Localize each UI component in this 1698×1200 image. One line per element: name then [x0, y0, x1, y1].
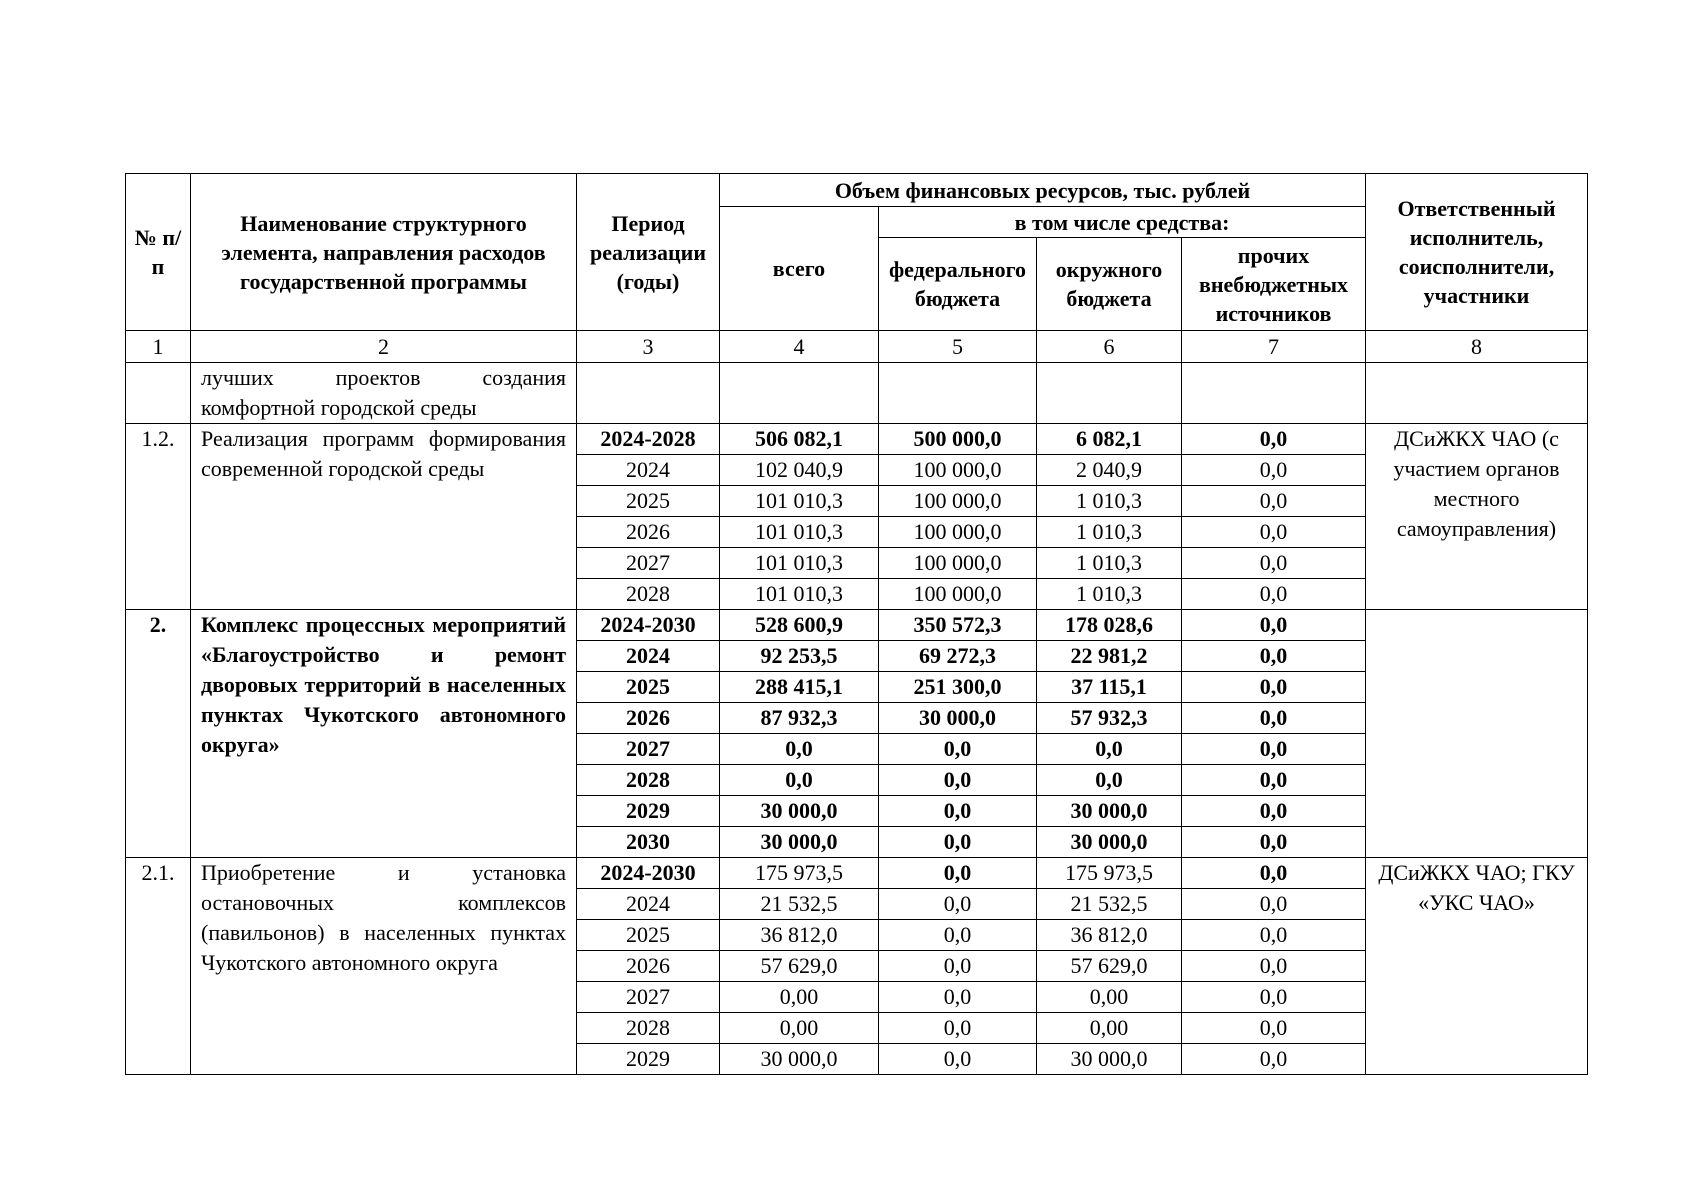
period-cell: 2025 — [577, 486, 720, 517]
district-cell: 57 932,3 — [1037, 703, 1182, 734]
total-cell: 30 000,0 — [720, 827, 879, 858]
total-cell: 175 973,5 — [720, 858, 879, 889]
other-cell: 0,0 — [1182, 1013, 1366, 1044]
federal-cell: 0,0 — [879, 858, 1037, 889]
other-cell: 0,0 — [1182, 951, 1366, 982]
header-federal: федерального бюджета — [879, 238, 1037, 331]
federal-cell: 100 000,0 — [879, 517, 1037, 548]
other-cell: 0,0 — [1182, 517, 1366, 548]
col-number: 8 — [1366, 331, 1588, 363]
federal-cell: 100 000,0 — [879, 455, 1037, 486]
other-cell: 0,0 — [1182, 579, 1366, 610]
district-cell: 30 000,0 — [1037, 1044, 1182, 1075]
section-name: Реализация программ формирования современной городской среды — [191, 424, 577, 610]
total-cell: 21 532,5 — [720, 889, 879, 920]
total-cell: 506 082,1 — [720, 424, 879, 455]
continuation-name: лучших проектов создания комфортной городской среды — [191, 363, 577, 424]
period-cell: 2024 — [577, 455, 720, 486]
period-cell: 2025 — [577, 672, 720, 703]
other-cell: 0,0 — [1182, 889, 1366, 920]
total-cell: 101 010,3 — [720, 579, 879, 610]
empty-cell — [879, 363, 1037, 424]
district-cell: 22 981,2 — [1037, 641, 1182, 672]
section-code: 2. — [126, 610, 191, 858]
period-cell: 2026 — [577, 951, 720, 982]
period-cell: 2027 — [577, 548, 720, 579]
other-cell: 0,0 — [1182, 982, 1366, 1013]
federal-cell: 350 572,3 — [879, 610, 1037, 641]
section-name: Комплекс процессных мероприятий «Благоустройство и ремонт дворовых территорий в населенных пунктах Чукотского автономного округа» — [191, 610, 577, 858]
period-cell: 2028 — [577, 1013, 720, 1044]
other-cell: 0,0 — [1182, 858, 1366, 889]
section-code: 1.2. — [126, 424, 191, 610]
district-cell: 1 010,3 — [1037, 486, 1182, 517]
other-cell: 0,0 — [1182, 734, 1366, 765]
period-cell: 2024-2028 — [577, 424, 720, 455]
col-number: 5 — [879, 331, 1037, 363]
federal-cell: 0,0 — [879, 827, 1037, 858]
empty-cell — [720, 363, 879, 424]
total-cell: 528 600,9 — [720, 610, 879, 641]
federal-cell: 0,0 — [879, 920, 1037, 951]
responsible-cell: ДСиЖКХ ЧАО (с участием органов местного самоуправления) — [1366, 424, 1588, 610]
period-cell: 2028 — [577, 765, 720, 796]
header-volume: Объем финансовых ресурсов, тыс. рублей — [720, 174, 1366, 207]
section-name: Приобретение и установка остановочных комплексов (павильонов) в населенных пунктах Чукотского автономного округа — [191, 858, 577, 1075]
district-cell: 0,0 — [1037, 765, 1182, 796]
federal-cell: 100 000,0 — [879, 548, 1037, 579]
header-responsible: Ответственный исполнитель, соисполнители, участники — [1366, 174, 1588, 331]
district-cell: 0,0 — [1037, 734, 1182, 765]
empty-cell — [1037, 363, 1182, 424]
period-cell: 2025 — [577, 920, 720, 951]
empty-cell — [1366, 363, 1588, 424]
period-cell: 2024-2030 — [577, 610, 720, 641]
table-row — [126, 424, 1588, 455]
other-cell: 0,0 — [1182, 920, 1366, 951]
column-number-row — [126, 331, 1588, 363]
district-cell: 21 532,5 — [1037, 889, 1182, 920]
federal-cell: 0,0 — [879, 765, 1037, 796]
total-cell: 36 812,0 — [720, 920, 879, 951]
other-cell: 0,0 — [1182, 486, 1366, 517]
federal-cell: 0,0 — [879, 951, 1037, 982]
other-cell: 0,0 — [1182, 424, 1366, 455]
federal-cell: 0,0 — [879, 1044, 1037, 1075]
total-cell: 102 040,9 — [720, 455, 879, 486]
total-cell: 0,0 — [720, 734, 879, 765]
col-number: 4 — [720, 331, 879, 363]
continuation-row — [126, 363, 1588, 424]
col-number: 2 — [191, 331, 577, 363]
header-district: окружного бюджета — [1037, 238, 1182, 331]
continuation-code-cell — [126, 363, 191, 424]
period-cell: 2026 — [577, 703, 720, 734]
other-cell: 0,0 — [1182, 610, 1366, 641]
other-cell: 0,0 — [1182, 548, 1366, 579]
header-num: № п/п — [126, 174, 191, 331]
header-name: Наименование структурного элемента, направления расходов государственной программы — [191, 174, 577, 331]
other-cell: 0,0 — [1182, 641, 1366, 672]
other-cell: 0,0 — [1182, 827, 1366, 858]
header-period: Период реализации (годы) — [577, 174, 720, 331]
total-cell: 288 415,1 — [720, 672, 879, 703]
other-cell: 0,0 — [1182, 672, 1366, 703]
period-cell: 2026 — [577, 517, 720, 548]
total-cell: 57 629,0 — [720, 951, 879, 982]
federal-cell: 500 000,0 — [879, 424, 1037, 455]
total-cell: 0,00 — [720, 982, 879, 1013]
other-cell: 0,0 — [1182, 1044, 1366, 1075]
total-cell: 101 010,3 — [720, 517, 879, 548]
period-cell: 2027 — [577, 982, 720, 1013]
federal-cell: 0,0 — [879, 734, 1037, 765]
empty-cell — [1182, 363, 1366, 424]
col-number: 1 — [126, 331, 191, 363]
other-cell: 0,0 — [1182, 796, 1366, 827]
total-cell: 30 000,0 — [720, 796, 879, 827]
district-cell: 37 115,1 — [1037, 672, 1182, 703]
header-other: прочих внебюджетных источников — [1182, 238, 1366, 331]
federal-cell: 251 300,0 — [879, 672, 1037, 703]
total-cell: 0,00 — [720, 1013, 879, 1044]
federal-cell: 0,0 — [879, 1013, 1037, 1044]
district-cell: 30 000,0 — [1037, 827, 1182, 858]
total-cell: 30 000,0 — [720, 1044, 879, 1075]
federal-cell: 0,0 — [879, 889, 1037, 920]
section-code: 2.1. — [126, 858, 191, 1075]
col-number: 3 — [577, 331, 720, 363]
col-number: 7 — [1182, 331, 1366, 363]
federal-cell: 69 272,3 — [879, 641, 1037, 672]
total-cell: 92 253,5 — [720, 641, 879, 672]
header-total: всего — [720, 207, 879, 331]
federal-cell: 100 000,0 — [879, 486, 1037, 517]
period-cell: 2029 — [577, 796, 720, 827]
col-number: 6 — [1037, 331, 1182, 363]
header-including: в том числе средства: — [879, 207, 1366, 238]
federal-cell: 0,0 — [879, 982, 1037, 1013]
period-cell: 2024-2030 — [577, 858, 720, 889]
period-cell: 2028 — [577, 579, 720, 610]
district-cell: 178 028,6 — [1037, 610, 1182, 641]
financing-table — [125, 173, 1588, 1075]
period-cell: 2029 — [577, 1044, 720, 1075]
district-cell: 36 812,0 — [1037, 920, 1182, 951]
period-cell: 2024 — [577, 641, 720, 672]
total-cell: 0,0 — [720, 765, 879, 796]
district-cell: 2 040,9 — [1037, 455, 1182, 486]
table-row — [126, 610, 1588, 641]
district-cell: 1 010,3 — [1037, 517, 1182, 548]
other-cell: 0,0 — [1182, 455, 1366, 486]
empty-cell — [577, 363, 720, 424]
other-cell: 0,0 — [1182, 765, 1366, 796]
district-cell: 6 082,1 — [1037, 424, 1182, 455]
period-cell: 2027 — [577, 734, 720, 765]
period-cell: 2030 — [577, 827, 720, 858]
responsible-cell: ДСиЖКХ ЧАО; ГКУ «УКС ЧАО» — [1366, 858, 1588, 1075]
district-cell: 0,00 — [1037, 1013, 1182, 1044]
total-cell: 87 932,3 — [720, 703, 879, 734]
district-cell: 57 629,0 — [1037, 951, 1182, 982]
total-cell: 101 010,3 — [720, 548, 879, 579]
federal-cell: 100 000,0 — [879, 579, 1037, 610]
district-cell: 1 010,3 — [1037, 579, 1182, 610]
other-cell: 0,0 — [1182, 703, 1366, 734]
district-cell: 1 010,3 — [1037, 548, 1182, 579]
period-cell: 2024 — [577, 889, 720, 920]
total-cell: 101 010,3 — [720, 486, 879, 517]
table-row — [126, 858, 1588, 889]
district-cell: 30 000,0 — [1037, 796, 1182, 827]
district-cell: 0,00 — [1037, 982, 1182, 1013]
responsible-cell — [1366, 610, 1588, 858]
district-cell: 175 973,5 — [1037, 858, 1182, 889]
federal-cell: 30 000,0 — [879, 703, 1037, 734]
federal-cell: 0,0 — [879, 796, 1037, 827]
